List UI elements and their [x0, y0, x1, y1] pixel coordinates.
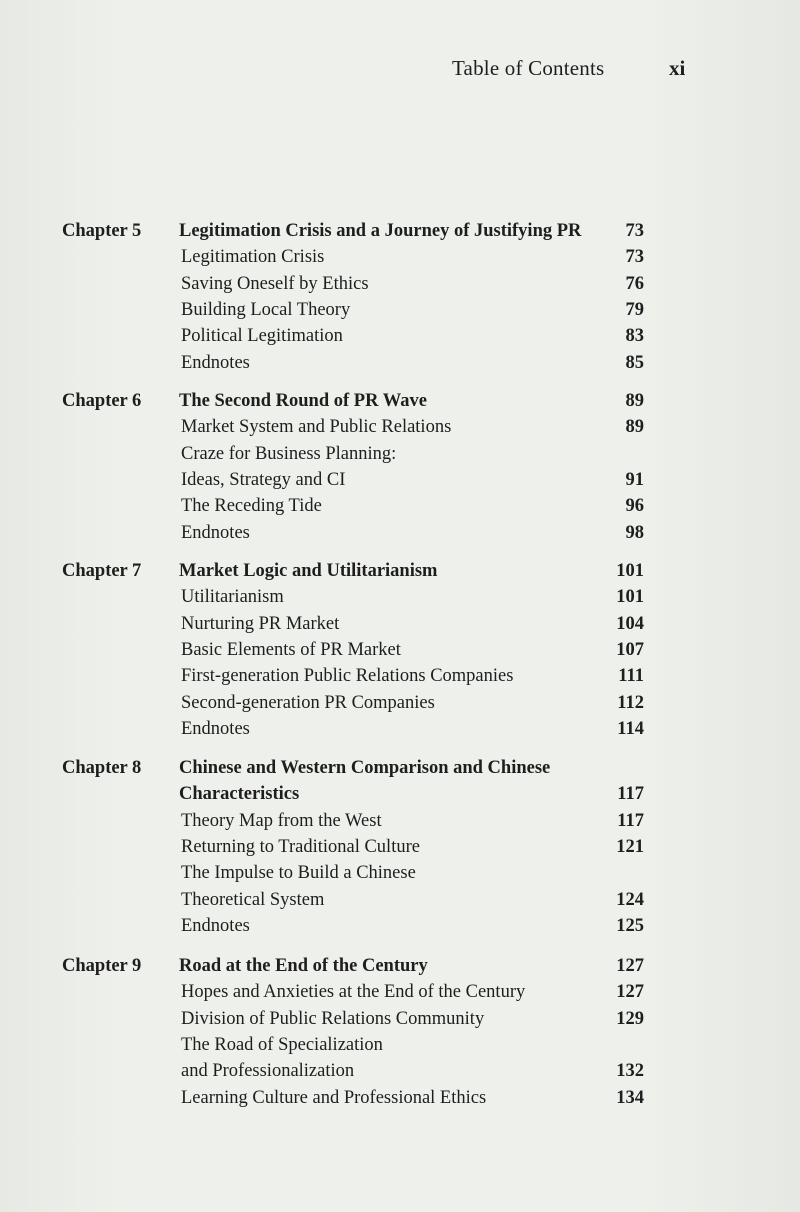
- section-page-number: 114: [617, 718, 644, 739]
- toc-entry-row: [0, 1032, 800, 1058]
- section-title: Theory Map from the West: [181, 810, 382, 831]
- chapter-page-number: 89: [625, 391, 644, 411]
- running-head-title: Table of Contents: [452, 56, 605, 80]
- section-title: Basic Elements of PR Market: [181, 639, 401, 660]
- section-page-number: 83: [625, 326, 644, 347]
- toc-entry-row: [0, 244, 800, 270]
- section-page-number: 107: [616, 639, 644, 660]
- toc-entry-row: [0, 637, 800, 663]
- toc-entry-row: [0, 611, 800, 637]
- toc-entry-row: [0, 584, 800, 610]
- toc-entry-row: [0, 887, 800, 913]
- section-title: Saving Oneself by Ethics: [181, 273, 369, 294]
- section-page-number: 85: [625, 352, 644, 373]
- section-page-number: 104: [616, 613, 644, 634]
- toc-entry-row: [0, 520, 800, 546]
- chapter-title: Characteristics: [179, 784, 300, 805]
- toc-entry-row: [0, 271, 800, 297]
- section-page-number: 121: [616, 836, 644, 857]
- chapter-label: Chapter 7: [62, 561, 142, 581]
- section-page-number: 124: [616, 889, 644, 910]
- chapter-title: Market Logic and Utilitarianism: [179, 561, 438, 581]
- section-page-number: 76: [625, 273, 644, 294]
- toc-entry-row: [0, 350, 800, 376]
- section-page-number: 101: [616, 587, 644, 608]
- toc-entry-row: [0, 1006, 800, 1032]
- toc-entry-row: [0, 834, 800, 860]
- chapter-page-number: 117: [617, 784, 644, 805]
- section-title: Utilitarianism: [181, 587, 284, 608]
- chapter-page-number: 127: [616, 956, 644, 976]
- chapter-heading-row: [0, 218, 800, 244]
- section-page-number: 79: [625, 299, 644, 320]
- section-page-number: 73: [625, 247, 644, 268]
- section-page-number: 127: [616, 982, 644, 1003]
- section-page-number: 125: [616, 915, 644, 936]
- chapter-heading-row: [0, 388, 800, 414]
- section-title: The Receding Tide: [181, 496, 322, 517]
- section-title: Endnotes: [181, 915, 250, 936]
- chapter-label: Chapter 5: [62, 221, 142, 241]
- chapter-label: Chapter 8: [62, 758, 142, 778]
- toc-entry-row: [0, 690, 800, 716]
- section-page-number: 132: [616, 1061, 644, 1082]
- chapter-page-number: 73: [625, 221, 644, 241]
- section-title: Second-generation PR Companies: [181, 692, 435, 713]
- section-page-number: 111: [618, 666, 644, 687]
- toc-entry-row: [0, 1058, 800, 1084]
- section-title: and Professionalization: [181, 1061, 355, 1082]
- toc-entry-row: [0, 493, 800, 519]
- section-title: Learning Culture and Professional Ethics: [181, 1087, 487, 1108]
- section-title: Craze for Business Planning:: [181, 443, 397, 464]
- chapter-page-number: 101: [616, 561, 644, 581]
- section-title: Division of Public Relations Community: [181, 1008, 485, 1029]
- chapter-heading-row: [0, 781, 800, 807]
- toc-entry-row: [0, 297, 800, 323]
- toc-entry-row: [0, 808, 800, 834]
- section-title: The Impulse to Build a Chinese: [181, 863, 416, 884]
- running-head: [0, 56, 800, 84]
- section-page-number: 117: [617, 810, 644, 831]
- chapter-heading-row: [0, 953, 800, 979]
- section-title: Returning to Traditional Culture: [181, 836, 420, 857]
- section-page-number: 112: [617, 692, 644, 713]
- section-title: Hopes and Anxieties at the End of the Century: [181, 982, 526, 1003]
- chapter-title: The Second Round of PR Wave: [179, 391, 427, 411]
- toc-entry-row: [0, 860, 800, 886]
- toc-entry-row: [0, 467, 800, 493]
- toc-entry-row: [0, 414, 800, 440]
- section-title: Market System and Public Relations: [181, 417, 452, 438]
- chapter-label: Chapter 6: [62, 391, 142, 411]
- section-page-number: 89: [625, 417, 644, 438]
- toc-entry-row: [0, 979, 800, 1005]
- section-page-number: 91: [625, 469, 644, 490]
- toc-entry-row: [0, 663, 800, 689]
- section-page-number: 96: [625, 496, 644, 517]
- chapter-label: Chapter 9: [62, 956, 142, 976]
- section-page-number: 98: [625, 522, 644, 543]
- running-head-page-number: xi: [669, 56, 686, 80]
- chapter-title: Legitimation Crisis and a Journey of Justifying PR: [179, 221, 582, 241]
- toc-entry-row: [0, 323, 800, 349]
- section-title: Endnotes: [181, 352, 250, 373]
- toc-entry-row: [0, 441, 800, 467]
- chapter-title: Road at the End of the Century: [179, 956, 428, 976]
- toc-entry-row: [0, 1085, 800, 1111]
- chapter-heading-row: [0, 755, 800, 781]
- section-title: Endnotes: [181, 522, 250, 543]
- section-page-number: 129: [616, 1008, 644, 1029]
- chapter-heading-row: [0, 558, 800, 584]
- toc-entry-row: [0, 716, 800, 742]
- section-title: Endnotes: [181, 718, 250, 739]
- section-title: Ideas, Strategy and CI: [181, 469, 346, 490]
- section-title: Building Local Theory: [181, 299, 351, 320]
- toc-entry-row: [0, 913, 800, 939]
- section-title: Political Legitimation: [181, 326, 343, 347]
- section-page-number: 134: [616, 1087, 644, 1108]
- section-title: The Road of Specialization: [181, 1034, 383, 1055]
- section-title: Theoretical System: [181, 889, 325, 910]
- section-title: Nurturing PR Market: [181, 613, 340, 634]
- section-title: Legitimation Crisis: [181, 247, 325, 268]
- chapter-title: Chinese and Western Comparison and Chinese: [179, 758, 551, 778]
- section-title: First-generation Public Relations Companies: [181, 666, 514, 687]
